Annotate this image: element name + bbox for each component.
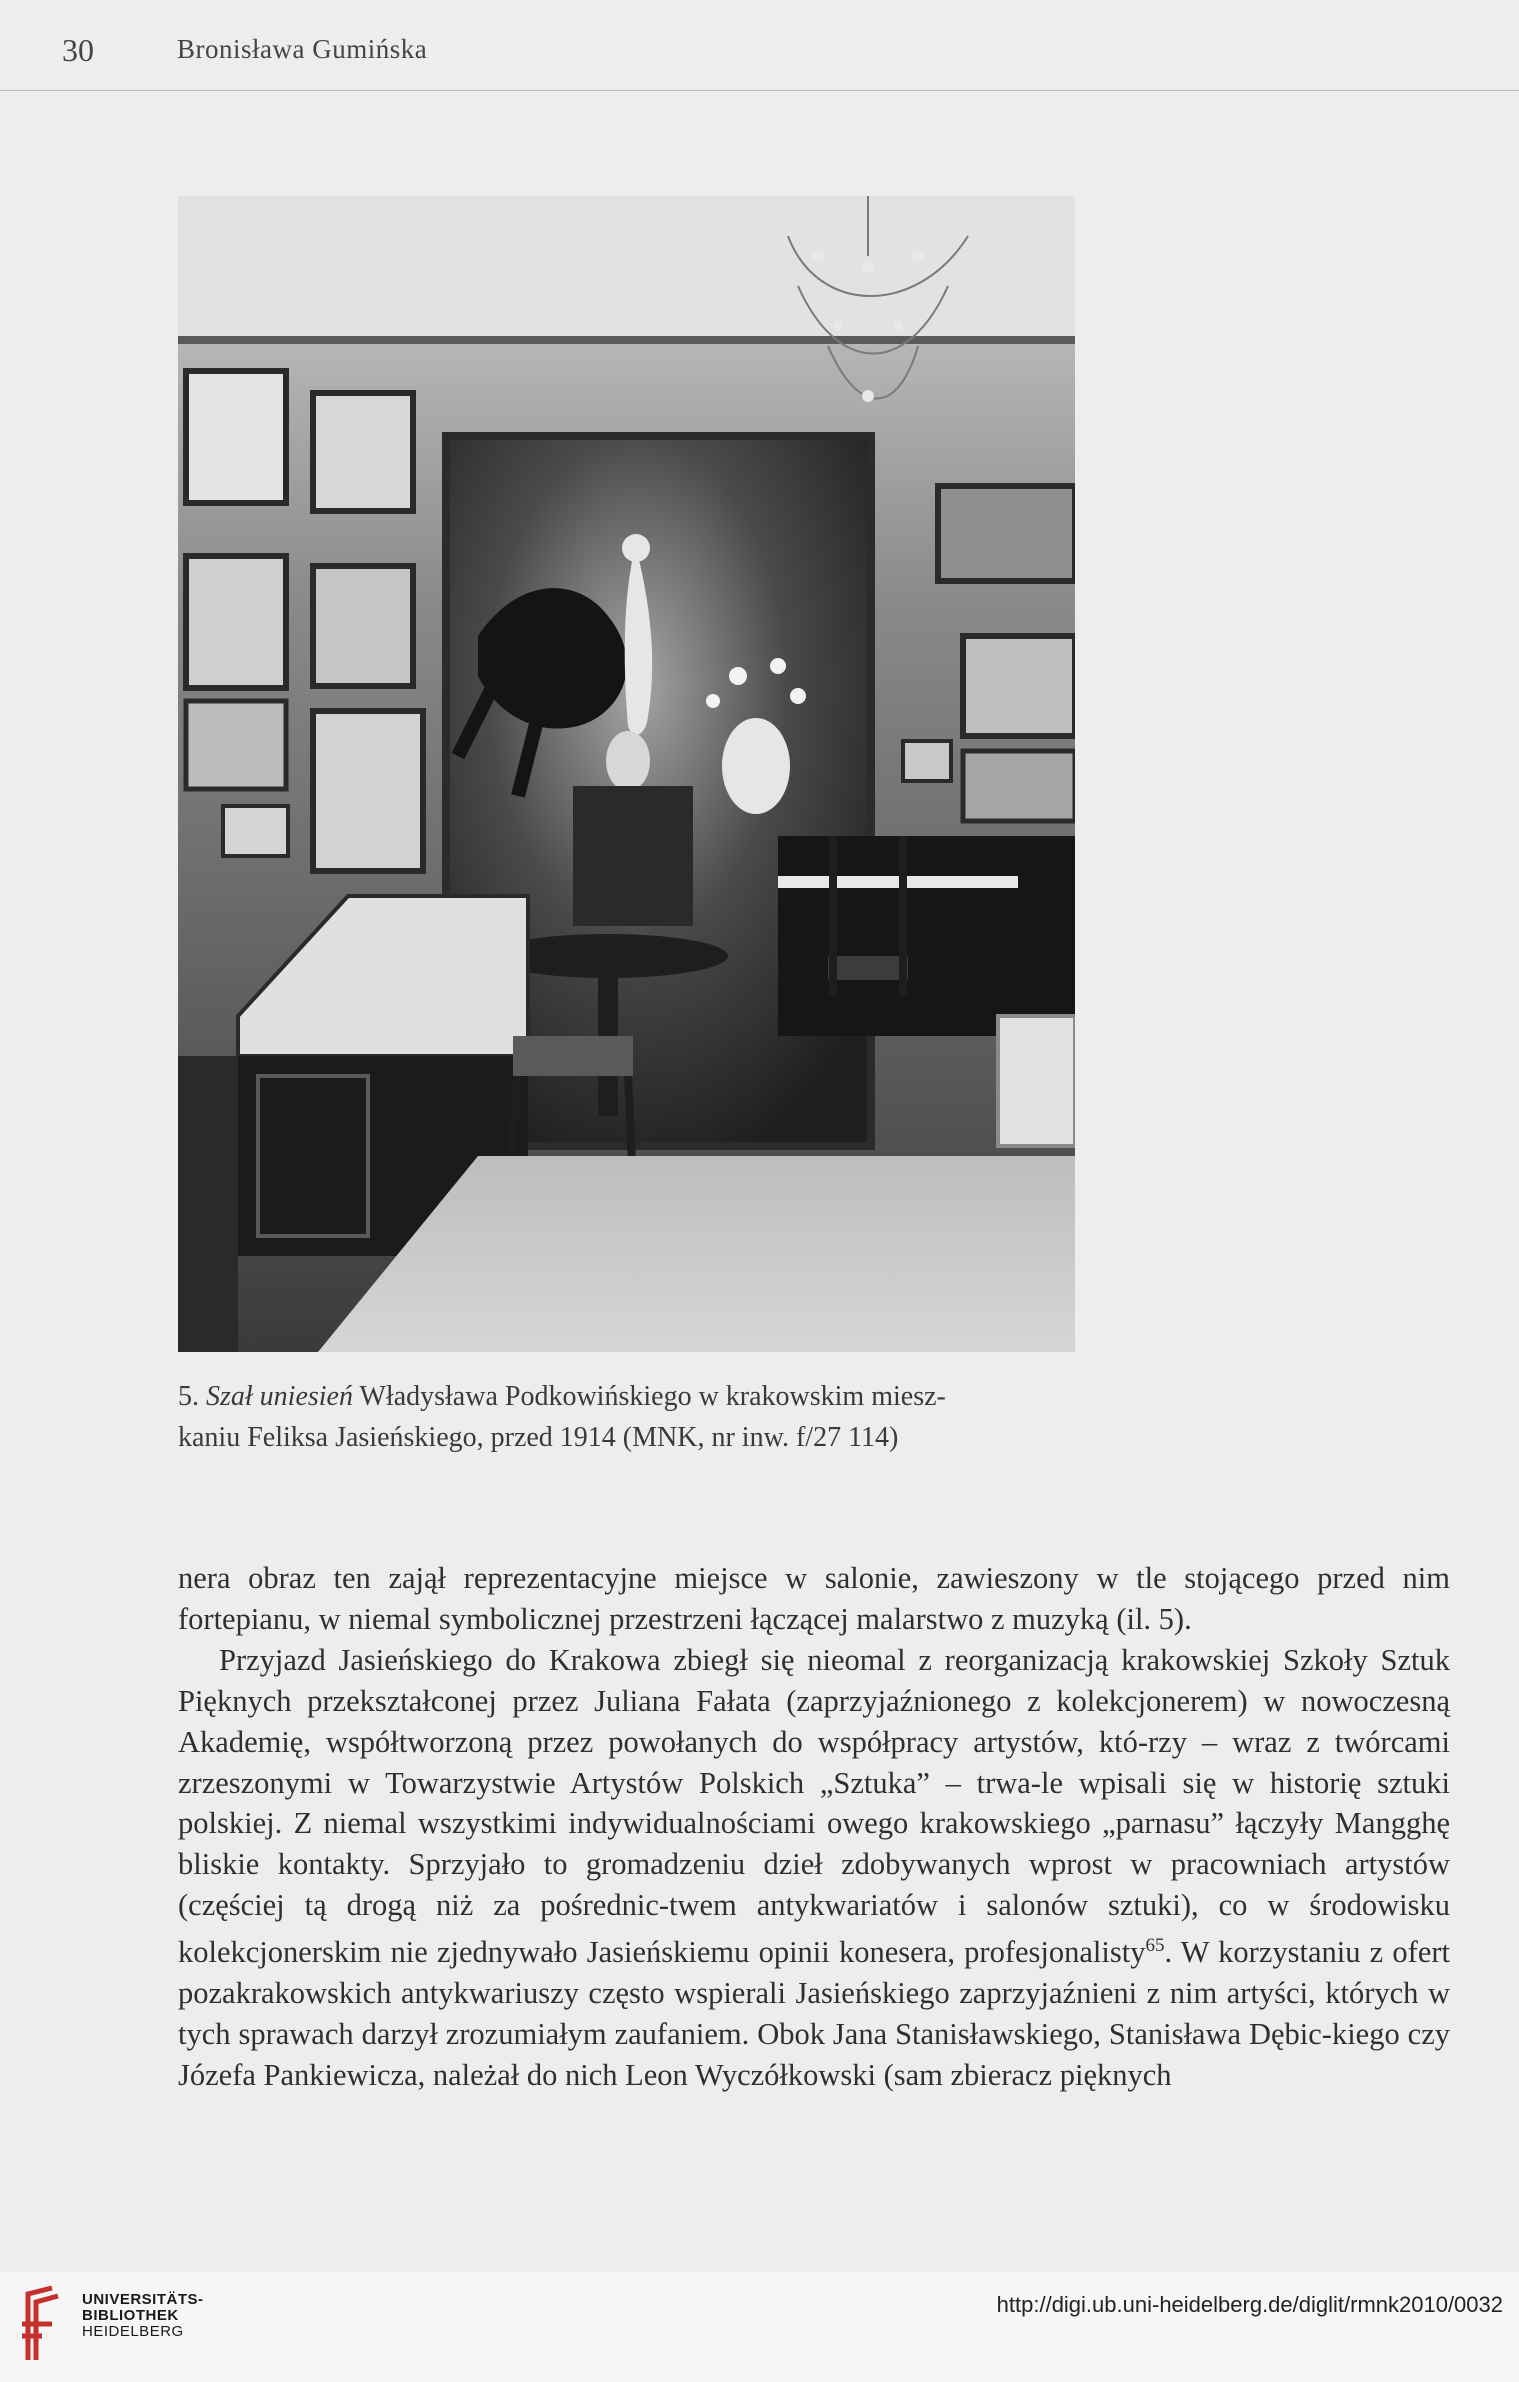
header-rule [0, 90, 1519, 91]
caption-line-1: Władysława Podkowińskiego w krakowskim miesz- [359, 1381, 946, 1412]
library-line-2: BIBLIOTHEK [82, 2307, 179, 2324]
paragraph-2-part-2: . W korzystaniu z ofert pozakrakowskich antykwariuszy często wspierali Jasieńskiego zaprzyjaźnieni z nim artyści, których w tych sprawach darzył zrozumiałym zaufaniem. Obok Jana Stanisławskiego, Stanisława Dębic-kiego czy Józefa Pankiewicza, należał do nich Leon Wyczółkowski (sam zbieracz pięknych [178, 1935, 1450, 2093]
university-library-logo-icon [12, 2284, 72, 2364]
digitization-footer [0, 2272, 1519, 2382]
figure-caption [178, 1376, 1083, 1458]
running-author: Bronisława Gumińska [177, 34, 428, 64]
paragraph-1: nera obraz ten zajął reprezentacyjne miejsce w salonie, zawieszony w tle stojącego przed nim fortepianu, w niemal symbolicznej przestrzeni łączącej malarstwo z muzyką (il. 5). [178, 1561, 1450, 1636]
interior-photograph [178, 196, 1075, 1352]
caption-line-2: kaniu Feliksa Jasieńskiego, przed 1914 (MNK, nr inw. f/27 114) [178, 1422, 899, 1453]
library-line-1: UNIVERSITÄTS- [82, 2291, 204, 2308]
paragraph-2-part-1: Przyjazd Jasieńskiego do Krakowa zbiegł się nieomal z reorganizacją krakowskiej Szkoły Sztuk Pięknych przekształconej przez Juliana Fałata (zaprzyjaźnionego z kolekcjonerem) w nowoczesną Akademię, współtworzoną przez powołanych do współpracy artystów, któ-rzy – wraz z twórcami zrzeszonymi w Towarzystwie Artystów Polskich „Sztuka” – trwa-le wpisali się w historię sztuki polskiej. Z niemal wszystkimi indywidualnościami owego krakowskiego „parnasu” łączyły Mangghę bliskie kontakty. Sprzyjało to gromadzeniu dzieł zdobywanych wprost w pracowniach artystów (częściej tą drogą niż za pośrednic-twem antykwariatów i salonów sztuki), co w środowisku kolekcjonerskim nie zjednywało Jasieńskiemu opinii konesera, profesjonalisty [178, 1642, 1450, 1970]
running-header [62, 32, 1502, 72]
caption-artwork-title: Szał uniesień [206, 1381, 353, 1412]
page-number: 30 [62, 32, 94, 68]
paragraph-2 [178, 1640, 1450, 2096]
library-name [82, 2292, 204, 2340]
library-line-3: HEIDELBERG [82, 2323, 184, 2340]
salon-interior-image [178, 196, 1075, 1352]
caption-number: 5. [178, 1381, 199, 1412]
permalink-url[interactable]: http://digi.ub.uni-heidelberg.de/diglit/rmnk2010/0032 [996, 2292, 1503, 2317]
footnote-reference[interactable]: 65 [1145, 1935, 1165, 1957]
body-text [178, 1558, 1450, 2096]
